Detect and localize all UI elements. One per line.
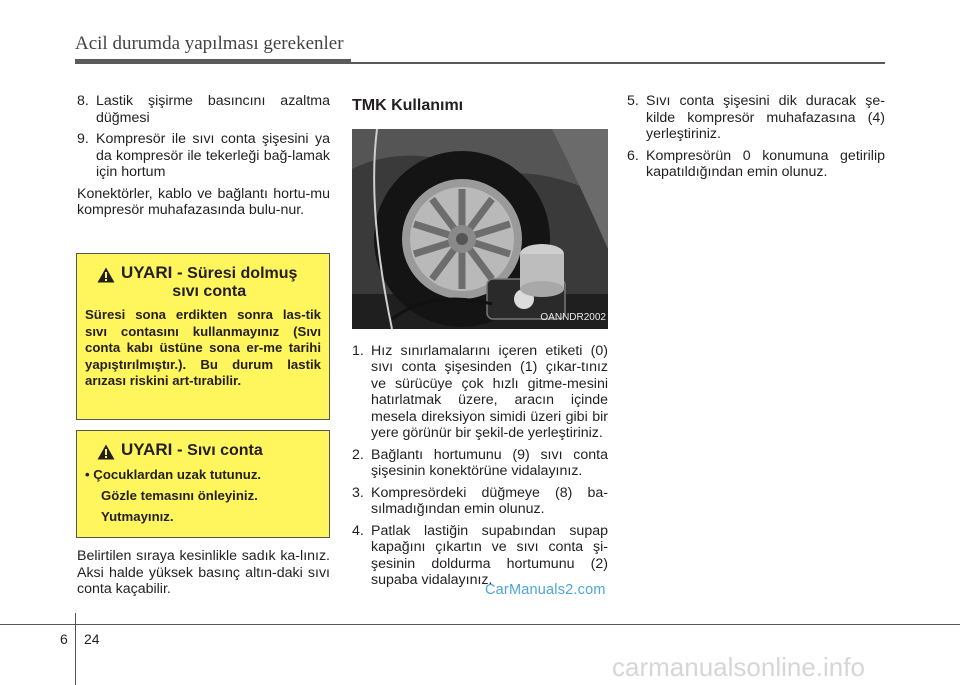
step-text: Bağlantı hortumunu (9) sıvı conta şişesinin konektörüne vidalayınız. [371,446,608,479]
warning-triangle-icon [97,267,115,283]
item-text: Kompresör ile sıvı conta şişesini ya da kompresör ile tekerleği bağ-lamak için hortum [96,131,330,180]
step-text: Kompresörün 0 konumuna getirilip kapatıldığından emin olunuz. [646,147,885,180]
warning-title-line1: Süresi dolmuş [187,265,298,282]
page-number: 24 [84,631,100,647]
warning-line: Yutmayınız. [101,509,174,524]
footer-rule [0,624,960,625]
step-item [352,343,608,442]
watermark-link[interactable]: CarManuals2.com [485,582,606,598]
step-text: Kompresördeki düğmeye (8) ba-sılmadığından emin olunuz. [371,484,608,517]
tire-kit-illustration [352,129,608,329]
bullet-mark: • [85,467,90,482]
image-code: OANNDR2002 [540,312,606,323]
site-watermark: carmanualsonline.info [612,652,865,682]
header-rule-thin [351,62,885,64]
section-title: TMK Kullanımı [352,97,464,114]
step-text: Hız sınırlamalarını içeren etiketi (0) sıvı conta şişesinden (1) çıkar-tınız ve sürücüye çok hızlı gitme-mesini hatırlatmak üzere, aracın içinde mesela direksiyon simidi üzeri gibi bir yere görünür bir şekil-de yerleştiriniz. [371,342,608,441]
middle-column [352,98,608,594]
warning-bullet-line [85,464,321,485]
warning-box-sealant [76,430,330,538]
list-item [77,93,330,126]
warning-title: Sıvı conta [187,442,263,459]
item-number: 8. [77,93,89,109]
warning-box-expired-sealant [76,253,330,420]
step-item [627,93,885,143]
warning-header [85,264,321,301]
item-text: Lastik şişirme basıncını azaltma düğmesi [96,93,330,126]
section-number: 6 [60,631,68,647]
warning-body: Süresi sona erdikten sonra las-tik sıvı contasını kullanmayınız (Sıvı conta kabı üstüne sona er-me tarihi yapıştırılmıştır.). Bu durum lastik arızası riskini art-tırabilir. [85,307,321,388]
step-number: 5. [627,93,639,109]
step-number: 3. [352,484,364,501]
connector-paragraph: Konektörler, kablo ve bağlantı hortu-mu kompresör muhafazasında bulu-nur. [77,185,330,218]
warning-label: UYARI - [121,440,183,459]
step-item [352,447,608,480]
step-item [352,485,608,518]
step-number: 1. [352,342,364,359]
list-item [77,131,330,181]
item-number: 9. [77,131,89,147]
step-number: 4. [352,522,364,539]
right-column [627,93,885,186]
header-rule-thick [75,59,351,64]
warning-line: Gözle temasını önleyiniz. [101,488,258,503]
step-number: 6. [627,147,639,164]
footer-divider [75,613,76,685]
sequence-warning-paragraph: Belirtilen sıraya kesinlikle sadık ka-lınız. Aksi halde yüksek basınç altın-daki sıvı conta kaçabilir. [77,548,330,597]
page-header-title: Acil durumda yapılması gerekenler [75,33,344,54]
left-column [77,93,330,224]
step-number: 2. [352,446,364,463]
step-text: Patlak lastiğin supabından supap kapağını çıkartın ve sıvı conta şi-şesinin doldurma hortumunu (2) supaba vidalayınız. [371,522,608,588]
warning-triangle-icon [97,444,115,460]
tire-compressor-photo [352,129,608,329]
step-text: Sıvı conta şişesini dik duracak şe-kilde kompresör muhafazasına (4) yerleştiriniz. [646,93,885,142]
warning-title-line2: sıvı conta [172,283,247,300]
step-item [627,148,885,181]
warning-header [85,441,321,460]
warning-label: UYARI - [121,263,183,282]
step-item [352,523,608,589]
warning-line: Çocuklardan uzak tutunuz. [93,467,262,482]
